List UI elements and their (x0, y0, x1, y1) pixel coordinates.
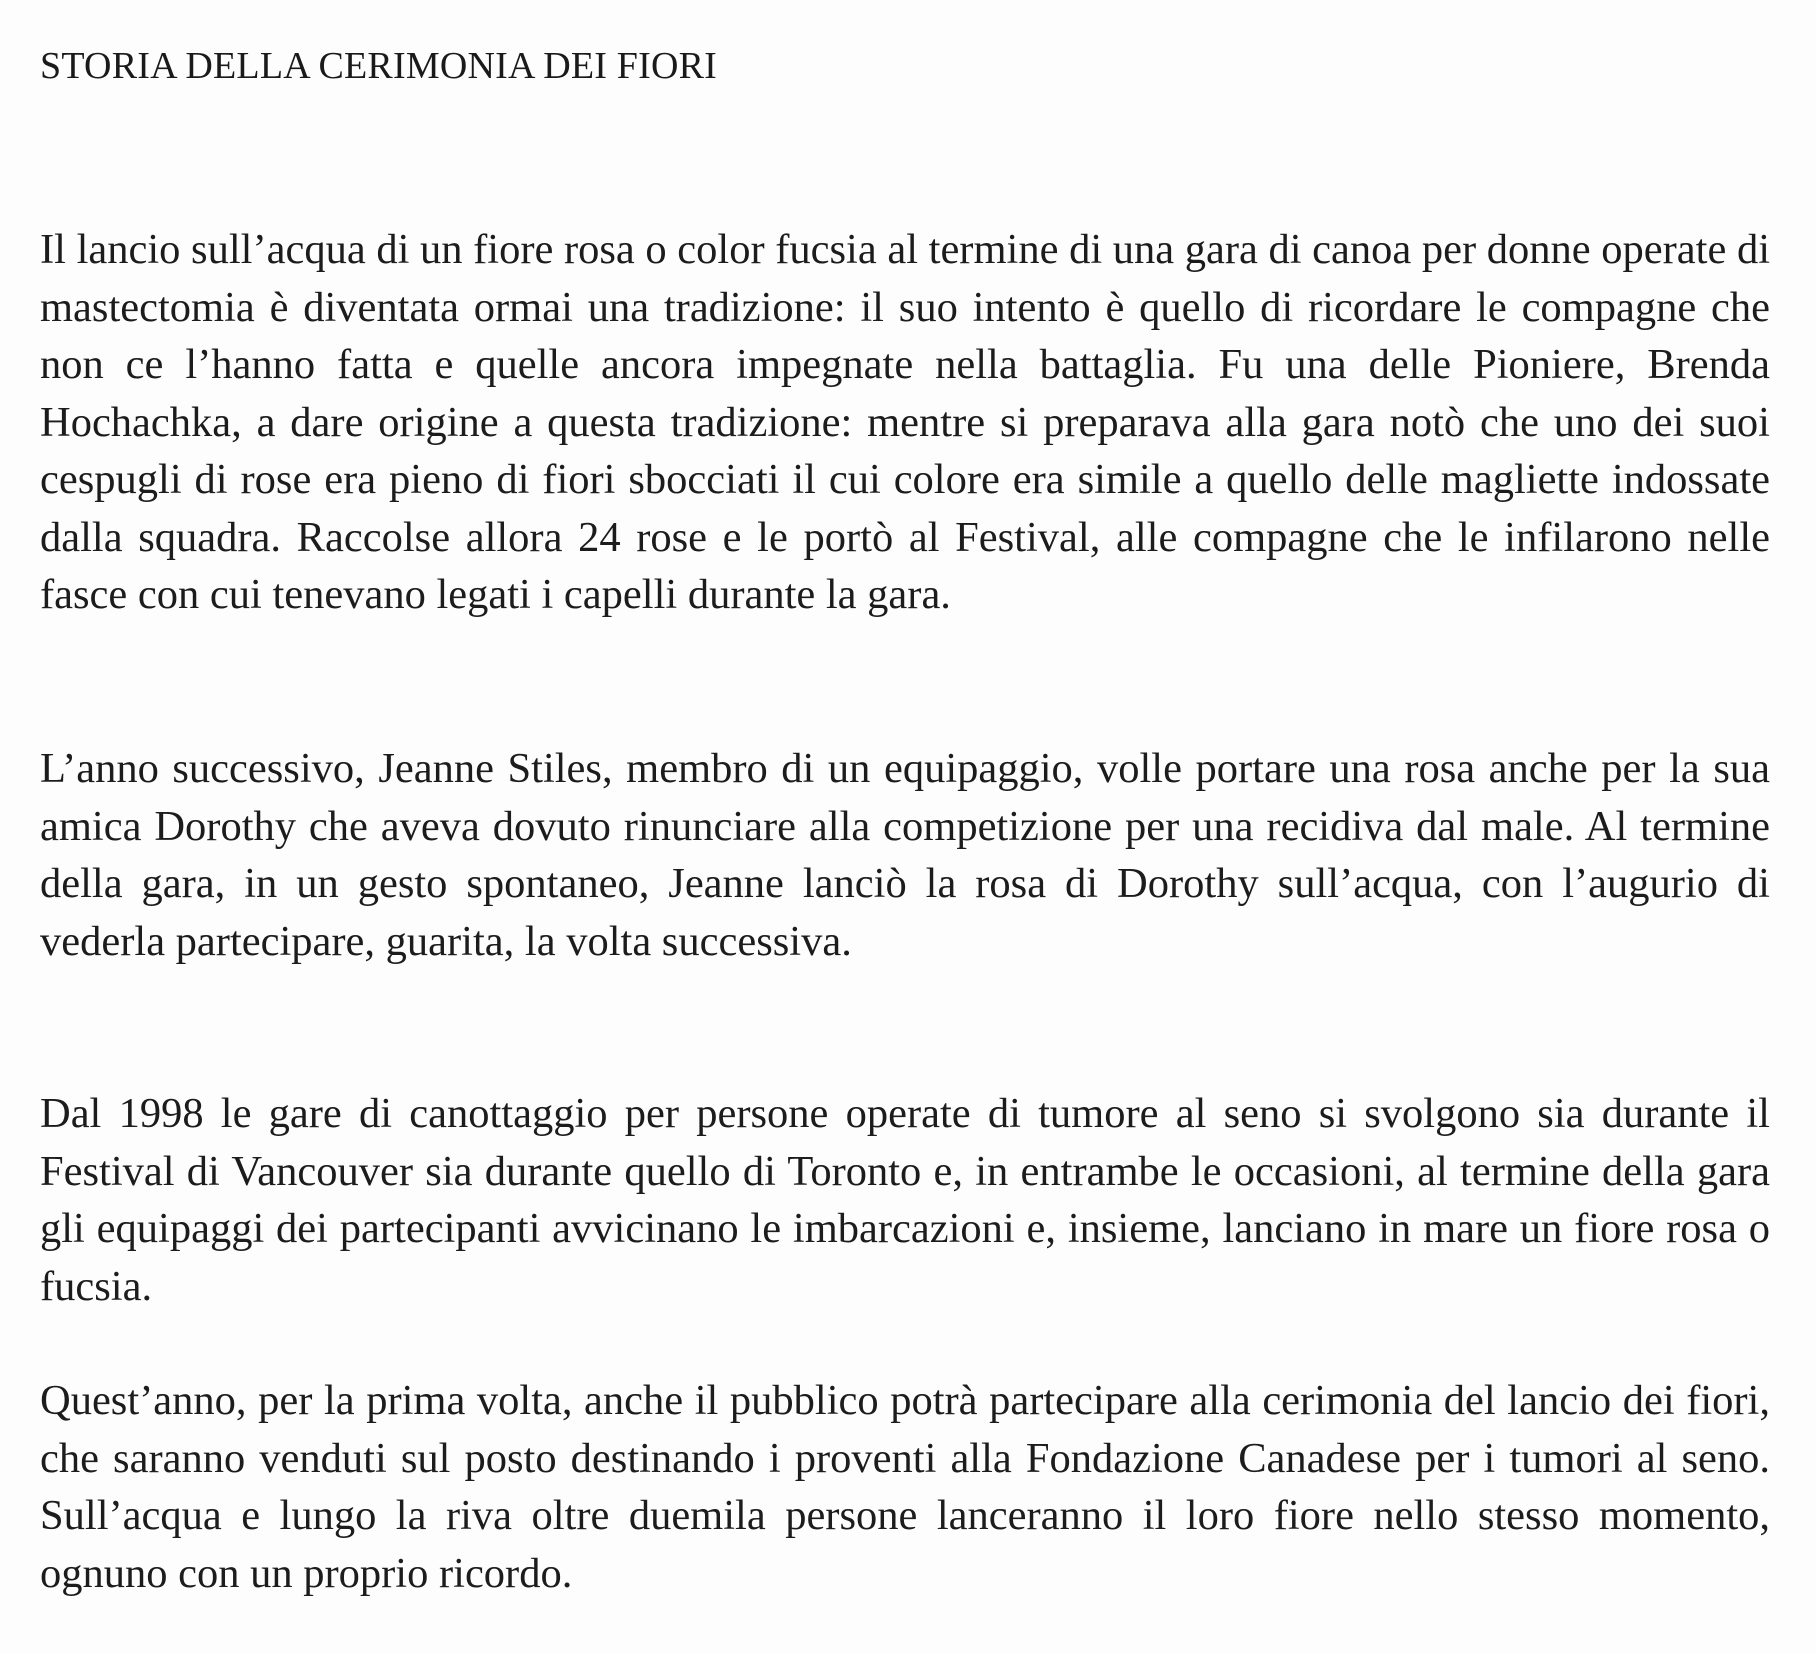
document-title: STORIA DELLA CERIMONIA DEI FIORI (40, 45, 718, 87)
paragraph-following-year: L’anno successivo, Jeanne Stiles, membro di un equipaggio, volle portare una rosa anche per la sua amica Dorothy che aveva dovuto rinunciare alla competizione per una recidiva dal male. Al termine della gara, in un gesto spontaneo, Jeanne lanciò la rosa di Dorothy sull’acqua, con l’augurio di vederla partecipare, guarita, la volta successiva. (40, 745, 1770, 965)
paragraph-since-1998: Dal 1998 le gare di canottaggio per persone operate di tumore al seno si svolgono sia durante il Festival di Vancouver sia durante quello di Toronto e, in entrambe le occasioni, al termine della gara gli equipaggi dei partecipanti avvicinano le imbarcazioni e, insieme, lanciano in mare un fiore rosa o fucsia. (40, 1090, 1770, 1310)
paragraph-this-year: Quest’anno, per la prima volta, anche il pubblico potrà partecipare alla cerimonia del lancio dei fiori, che saranno venduti sul posto destinando i proventi alla Fondazione Canadese per i tumori al seno. Sull’acqua e lungo la riva oltre duemila persone lanceranno il loro fiore nello stesso momento, ognuno con un proprio ricordo. (40, 1377, 1770, 1597)
paragraph-origin: Il lancio sull’acqua di un fiore rosa o color fucsia al termine di una gara di canoa per donne operate di mastectomia è diventata ormai una tradizione: il suo intento è quello di ricordare le compagne che non ce l’hanno fatta e quelle ancora impegnate nella battaglia. Fu una delle Pioniere, Brenda Hochachka, a dare origine a questa tradizione: mentre si preparava alla gara notò che uno dei suoi cespugli di rose era pieno di fiori sbocciati il cui colore era simile a quello delle magliette indossate dalla squadra. Raccolse allora 24 rose e le portò al Festival, alle compagne che le infilarono nelle fasce con cui tenevano legati i capelli durante la gara. (40, 226, 1771, 618)
